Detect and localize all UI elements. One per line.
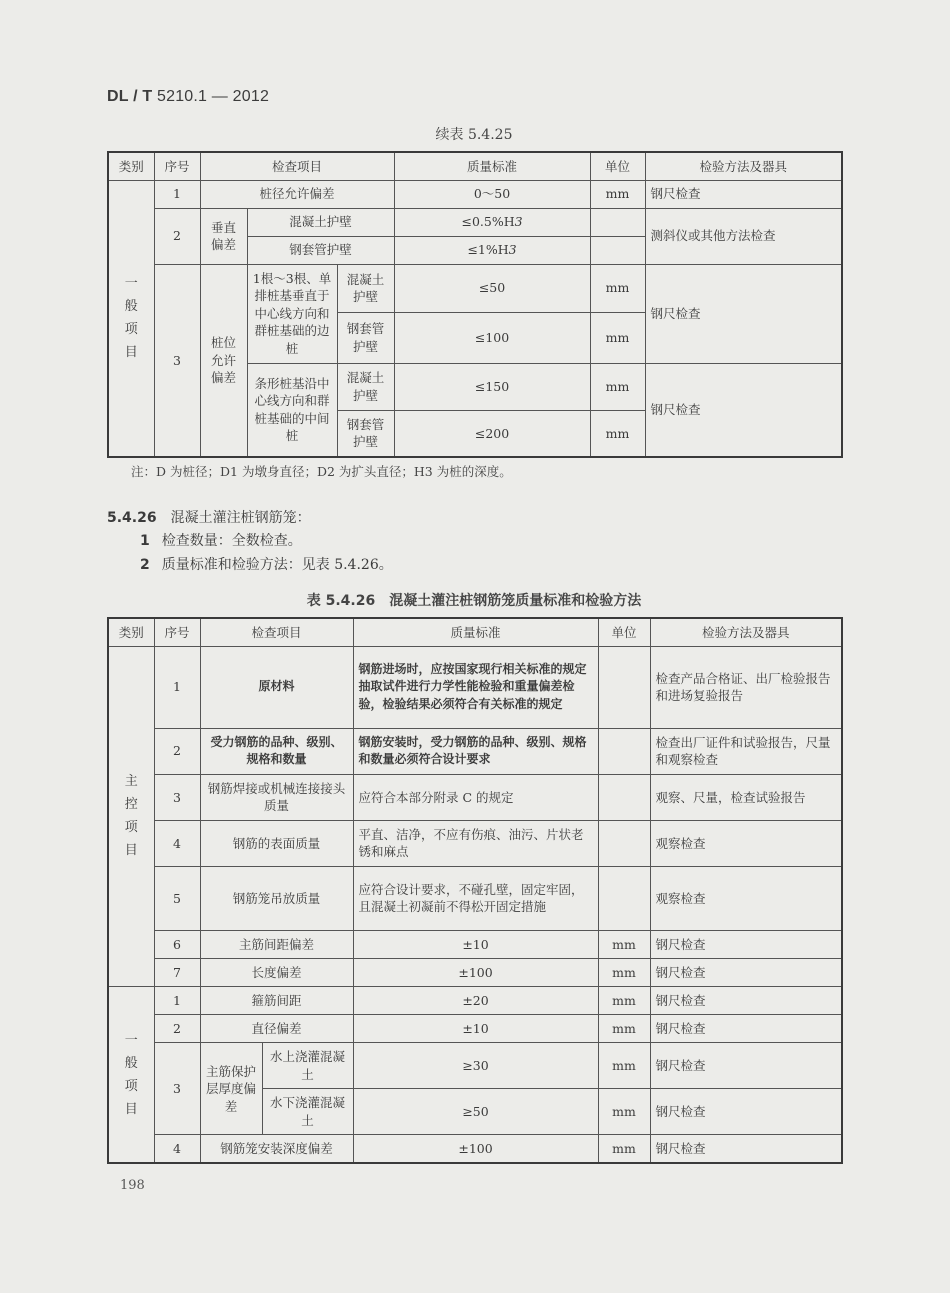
code-prefix: DL / T [107,88,153,105]
row-item: 混凝土护壁 [337,363,394,410]
row-method: 观察检查 [650,820,842,866]
section-number: 5.4.26 [107,510,157,526]
row-unit [598,866,650,930]
row-item: 钢套管护壁 [337,312,394,363]
section-item-1: 1 检查数量：全数检查。 [140,533,302,549]
row-no: 1 [154,646,200,728]
row-item: 直径偏差 [200,1015,353,1043]
header-unit: 单位 [590,152,645,180]
table-row [108,959,842,987]
row-standard: 应符合本部分附录 C 的规定 [353,774,598,820]
row-standard: 0～50 [394,180,590,208]
row-method: 钢尺检查 [650,1135,842,1163]
header-method: 检验方法及器具 [645,152,842,180]
row-method: 钢尺检查 [650,931,842,959]
row-item: 钢筋笼安装深度偏差 [200,1135,353,1163]
header-unit: 单位 [598,618,650,646]
row-standard: 应符合设计要求，不碰孔壁，固定牢固，且混凝土初凝前不得松开固定措施 [353,866,598,930]
row-unit: mm [590,180,645,208]
header-no: 序号 [154,618,200,646]
table-row [108,264,842,312]
row-unit: mm [598,959,650,987]
row-no: 2 [154,728,200,774]
row-method: 钢尺检查 [650,959,842,987]
row-item: 钢筋焊接或机械连接接头质量 [200,774,353,820]
row-method: 检查出厂证件和试验报告，尺量和观察检查 [650,728,842,774]
table-row [108,646,842,728]
header-standard: 质量标准 [394,152,590,180]
category-general: 一般项目 [108,180,154,457]
row-method: 观察检查 [650,866,842,930]
row-standard: 钢筋进场时，应按国家现行相关标准的规定抽取试件进行力学性能检验和重量偏差检验，检验结果必须符合有关标准的规定 [353,646,598,728]
row-method: 钢尺检查 [645,264,842,363]
row-item: 水上浇灌混凝土 [262,1043,353,1089]
row-item: 桩径允许偏差 [200,180,394,208]
row-unit [590,208,645,236]
row-unit: mm [590,264,645,312]
header-method: 检验方法及器具 [650,618,842,646]
row-item: 受力钢筋的品种、级别、规格和数量 [200,728,353,774]
header-standard: 质量标准 [353,618,598,646]
row-item: 钢套管护壁 [247,236,394,264]
table-row [108,987,842,1015]
row-standard: ≤1%H3 [394,236,590,264]
row-standard: ±100 [353,959,598,987]
table-row [108,180,842,208]
row-method: 观察、尺量，检查试验报告 [650,774,842,820]
row-method: 钢尺检查 [645,363,842,457]
category-main: 主控项目 [108,646,154,987]
row-standard: ≤100 [394,312,590,363]
subgroup-middle-piles: 条形桩基沿中心线方向和群桩基础的中间桩 [247,363,337,457]
table-5-4-25-cont [107,151,843,458]
table-note: 注：D 为桩径；D1 为墩身直径；D2 为扩头直径；H3 为桩的深度。 [131,464,512,479]
row-item: 钢筋笼吊放质量 [200,866,353,930]
row-no: 2 [154,208,200,264]
standard-code-header [107,88,269,106]
row-no: 3 [154,774,200,820]
row-standard: ±20 [353,987,598,1015]
row-method: 钢尺检查 [650,1043,842,1089]
row-unit: mm [598,1135,650,1163]
table-row [108,820,842,866]
row-item: 原材料 [200,646,353,728]
table2-caption: 表 5.4.26 混凝土灌注桩钢筋笼质量标准和检验方法 [306,593,642,609]
row-item: 主筋间距偏差 [200,931,353,959]
section-heading [107,507,311,527]
row-no: 2 [154,1015,200,1043]
table-row [108,1135,842,1163]
row-unit [598,774,650,820]
table-row [108,1043,842,1089]
header-category: 类别 [108,618,154,646]
row-no: 4 [154,1135,200,1163]
row-standard: ≤200 [394,410,590,457]
row-method: 检查产品合格证、出厂检验报告和进场复验报告 [650,646,842,728]
cover-deviation-label: 主筋保护层厚度偏差 [200,1043,262,1135]
code-number: 5210.1 — 2012 [157,88,270,105]
row-standard: 钢筋安装时，受力钢筋的品种、级别、规格和数量必须符合设计要求 [353,728,598,774]
row-item: 钢套管护壁 [337,410,394,457]
section-title: 混凝土灌注桩钢筋笼： [170,510,311,526]
row-item: 箍筋间距 [200,987,353,1015]
row-method: 钢尺检查 [645,180,842,208]
table-row [108,931,842,959]
table-row [108,208,842,236]
table-row [108,866,842,930]
row-unit: mm [590,363,645,410]
row-item: 混凝土护壁 [247,208,394,236]
header-item: 检查项目 [200,152,394,180]
row-no: 4 [154,820,200,866]
row-unit: mm [598,931,650,959]
row-standard: ≤150 [394,363,590,410]
row-unit: mm [598,1089,650,1135]
row-unit: mm [590,410,645,457]
row-item: 长度偏差 [200,959,353,987]
row-no: 3 [154,1043,200,1135]
vertical-deviation-label: 垂直偏差 [200,208,247,264]
table-row [108,728,842,774]
row-unit [598,728,650,774]
row-method: 钢尺检查 [650,987,842,1015]
table-row [108,774,842,820]
row-standard: ±10 [353,931,598,959]
row-item: 水下浇灌混凝土 [262,1089,353,1135]
row-unit: mm [590,312,645,363]
row-no: 6 [154,931,200,959]
row-standard: 平直、洁净，不应有伤痕、油污、片状老锈和麻点 [353,820,598,866]
category-general: 一般项目 [108,987,154,1163]
row-unit [598,820,650,866]
row-no: 1 [154,180,200,208]
section-item-2: 2 质量标准和检验方法：见表 5.4.26。 [140,557,393,573]
row-method: 测斜仪或其他方法检查 [645,208,842,264]
row-unit [590,236,645,264]
row-no: 1 [154,987,200,1015]
row-item: 混凝土护壁 [337,264,394,312]
table1-caption: 续表 5.4.25 [435,127,513,143]
pile-position-label: 桩位允许偏差 [200,264,247,457]
row-standard: ≤0.5%H3 [394,208,590,236]
header-no: 序号 [154,152,200,180]
row-method: 钢尺检查 [650,1015,842,1043]
row-standard: ±100 [353,1135,598,1163]
row-standard: ≥50 [353,1089,598,1135]
table-5-4-26 [107,617,843,1164]
row-no: 7 [154,959,200,987]
row-method: 钢尺检查 [650,1089,842,1135]
row-unit: mm [598,1043,650,1089]
row-standard: ±10 [353,1015,598,1043]
row-unit [598,646,650,728]
table-row [108,1015,842,1043]
row-unit: mm [598,1015,650,1043]
row-standard: ≤50 [394,264,590,312]
header-item: 检查项目 [200,618,353,646]
row-no: 3 [154,264,200,457]
row-unit: mm [598,987,650,1015]
header-category: 类别 [108,152,154,180]
subgroup-edge-piles: 1根～3根、单排桩基垂直于中心线方向和群桩基础的边桩 [247,264,337,363]
page-number: 198 [120,1178,145,1193]
row-standard: ≥30 [353,1043,598,1089]
row-item: 钢筋的表面质量 [200,820,353,866]
row-no: 5 [154,866,200,930]
